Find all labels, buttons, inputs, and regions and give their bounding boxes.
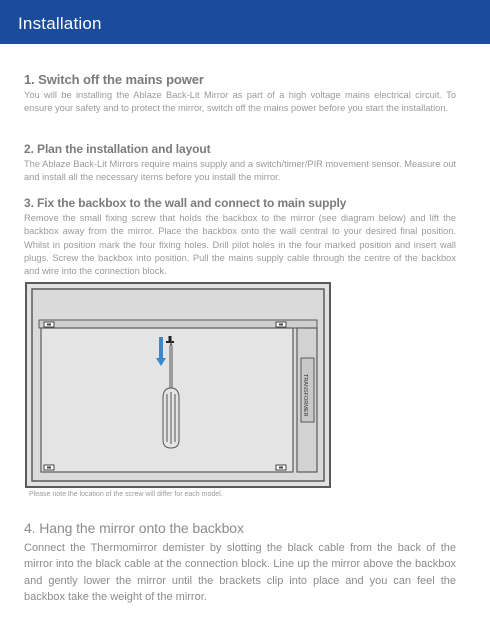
fixing-hole-top-right-icon <box>276 322 286 327</box>
section-text: The Ablaze Back-Lit Mirrors require mains supply and a switch/timer/PIR movement sensor. Measure out and install all the necessary items before you install the mirror. <box>24 159 456 183</box>
section-switch-off-power <box>24 72 456 116</box>
backbox-diagram <box>25 282 331 488</box>
section-plan-installation <box>24 142 456 185</box>
fixing-hole-bottom-left-icon <box>44 465 54 470</box>
fixing-hole-bottom-right-icon <box>276 465 286 470</box>
section-fix-backbox <box>24 196 456 278</box>
transformer-label: TRANSFORMER <box>302 374 308 417</box>
section-text: Remove the small fixing screw that holds the backbox to the mirror (see diagram below) and lift the backbox away from the mirror. Place the backbox onto the wall central to your desired final position. Whilst in position mark the four fixing holes. Drill pilot holes in the four marked position and insert wall plugs. Screw the backbox into position. Pull the mains supply cable through the centre of the backbox and wire into the connection block. <box>24 213 456 277</box>
fixing-hole-top-left-icon <box>44 322 54 327</box>
page-header <box>0 0 490 44</box>
page-title: Installation <box>18 14 102 33</box>
section-text: Connect the Thermomirror demister by slotting the black cable from the back of the mirror into the black cable at the connection block. Line up the mirror above the backbox and gently lower the mirror until the brackets clip into place and you can feel the backbox take the weight of the mirror. <box>24 542 456 603</box>
section-heading: 2. Plan the installation and layout <box>24 142 211 156</box>
section-hang-mirror <box>24 520 456 605</box>
top-bracket-rail <box>39 320 317 328</box>
section-heading: 4. Hang the mirror onto the backbox <box>24 520 244 536</box>
section-text: You will be installing the Ablaze Back-Lit Mirror as part of a high voltage mains electrical circuit. To ensure your safety and to protect the mirror, switch off the mains power before you start the installation. <box>24 90 456 114</box>
section-heading: 1. Switch off the mains power <box>24 72 204 87</box>
section-heading: 3. Fix the backbox to the wall and connect to main supply <box>24 196 347 210</box>
diagram-caption: Please note the location of the screw will differ for each model. <box>29 491 223 498</box>
